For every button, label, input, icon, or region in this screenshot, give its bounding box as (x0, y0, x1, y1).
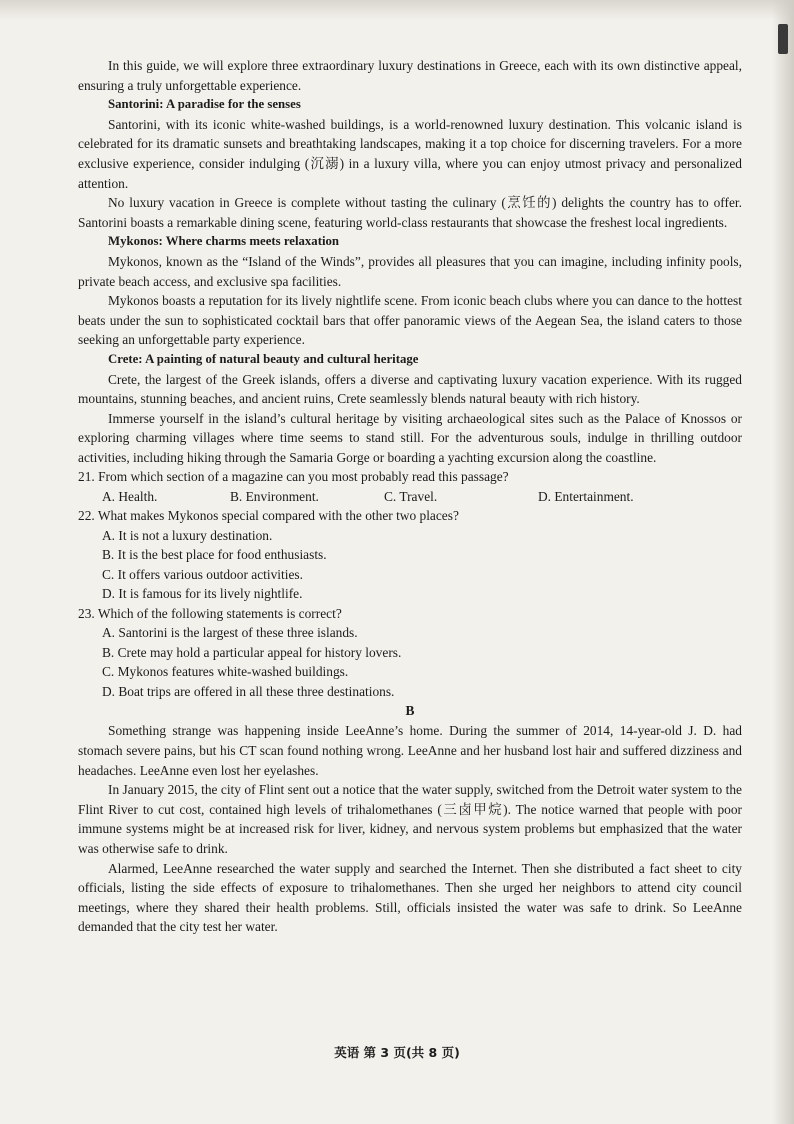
santorini-paragraph-1: Santorini, with its iconic white-washed buildings, is a world-renowned luxury destination. This volcanic island is celebrated for its dramatic sunsets and breathtaking landscapes, making it a top choice for discerning travelers. For a more exclusive experience, consider indulging (沉溺) in a luxury villa, where you can enjoy utmost privacy and personalized attention. (78, 116, 742, 191)
option-a: A. Health. (102, 488, 158, 504)
question-22 (78, 506, 742, 604)
mykonos-paragraph-2: Mykonos boasts a reputation for its lively nightlife scene. From iconic beach clubs where you can dance to the hottest beats under the sun to sophisticated cocktail bars that offer panoramic views of the Aegean Sea, the island caters to those seeking an unforgettable party experience. (78, 293, 742, 348)
option-a: A. It is not a luxury destination. (102, 527, 273, 543)
page-footer: 英语 第 3 页(共 8 页) (334, 1045, 460, 1060)
option-b: B. Environment. (230, 488, 319, 504)
crete-paragraph-1: Crete, the largest of the Greek islands, offers a diverse and captivating luxury vacation experience. With its rugged mountains, stunning beaches, and ancient ruins, Crete seamlessly blends natural beauty with rich history. (78, 371, 742, 407)
passage-b-paragraph-2: In January 2015, the city of Flint sent out a notice that the water supply, switched from the Detroit water system to the Flint River to cut cost, contained high levels of trihalomethanes (三卤甲烷). The notice warned that people with poor immune systems might be at increased risk for liver, kidney, and nervous system problems but emphasized that the water was otherwise safe to drink. (78, 782, 742, 857)
option-d: D. It is famous for its lively nightlife. (102, 586, 303, 602)
option-c: C. It offers various outdoor activities. (102, 566, 303, 582)
question-23-stem: 23. Which of the following statements is correct? (78, 605, 342, 621)
option-c: C. Travel. (384, 488, 438, 504)
scan-top-shadow (0, 0, 794, 20)
section-b-label: B (405, 703, 415, 719)
crete-heading: Crete: A painting of natural beauty and cultural heritage (108, 351, 419, 366)
option-b: B. It is the best place for food enthusiasts. (102, 547, 327, 563)
crete-paragraph-2: Immerse yourself in the island’s cultural heritage by visiting archaeological sites such as the Palace of Knossos or exploring charming villages where time seems to stand still. For the adventurous souls, indulge in thrilling outdoor activities, including hiking through the Samaria Gorge or boarding a yachting excursion along the coastline. (78, 410, 742, 465)
passage-b-paragraph-3: Alarmed, LeeAnne researched the water supply and searched the Internet. Then she distributed a fact sheet to city officials, listing the side effects of exposure to trihalomethanes. Then she urged her neighbors to attend city council meetings, where they shared their health problems. Still, officials insisted the water was safe to drink. So LeeAnne demanded that the city test her water. (78, 860, 742, 935)
option-a: A. Santorini is the largest of these three islands. (102, 625, 358, 641)
option-d: D. Boat trips are offered in all these three destinations. (102, 683, 395, 699)
option-d: D. Entertainment. (538, 488, 634, 504)
mykonos-heading: Mykonos: Where charms meets relaxation (108, 234, 340, 249)
page-content (78, 56, 742, 937)
santorini-paragraph-2: No luxury vacation in Greece is complete without tasting the culinary (烹饪的) delights the country has to offer. Santorini boasts a remarkable dining scene, featuring world-class restaurants that showcase the freshest local ingredients. (78, 195, 742, 230)
question-21 (78, 467, 742, 506)
question-21-options (78, 487, 742, 507)
binding-tab (778, 24, 788, 54)
santorini-heading: Santorini: A paradise for the senses (108, 97, 301, 112)
option-c: C. Mykonos features white-washed buildings. (102, 664, 349, 680)
question-22-stem: 22. What makes Mykonos special compared with the other two places? (78, 508, 459, 524)
question-23 (78, 604, 742, 702)
scan-right-edge (772, 0, 794, 1124)
passage-b-paragraph-1: Something strange was happening inside LeeAnne’s home. During the summer of 2014, 14-year-old J. D. had stomach severe pains, but his CT scan found nothing wrong. LeeAnne and her husband lost hair and suffered dizziness and headaches. LeeAnne even lost her eyelashes. (78, 723, 742, 778)
question-21-stem: 21. From which section of a magazine can you most probably read this passage? (78, 469, 509, 485)
intro-paragraph: In this guide, we will explore three extraordinary luxury destinations in Greece, each with its own distinctive appeal, ensuring a truly unforgettable experience. (78, 58, 742, 93)
mykonos-paragraph-1: Mykonos, known as the “Island of the Winds”, provides all pleasures that you can imagine, including infinity pools, private beach access, and exclusive spa facilities. (78, 253, 742, 289)
option-b: B. Crete may hold a particular appeal for history lovers. (102, 644, 402, 660)
